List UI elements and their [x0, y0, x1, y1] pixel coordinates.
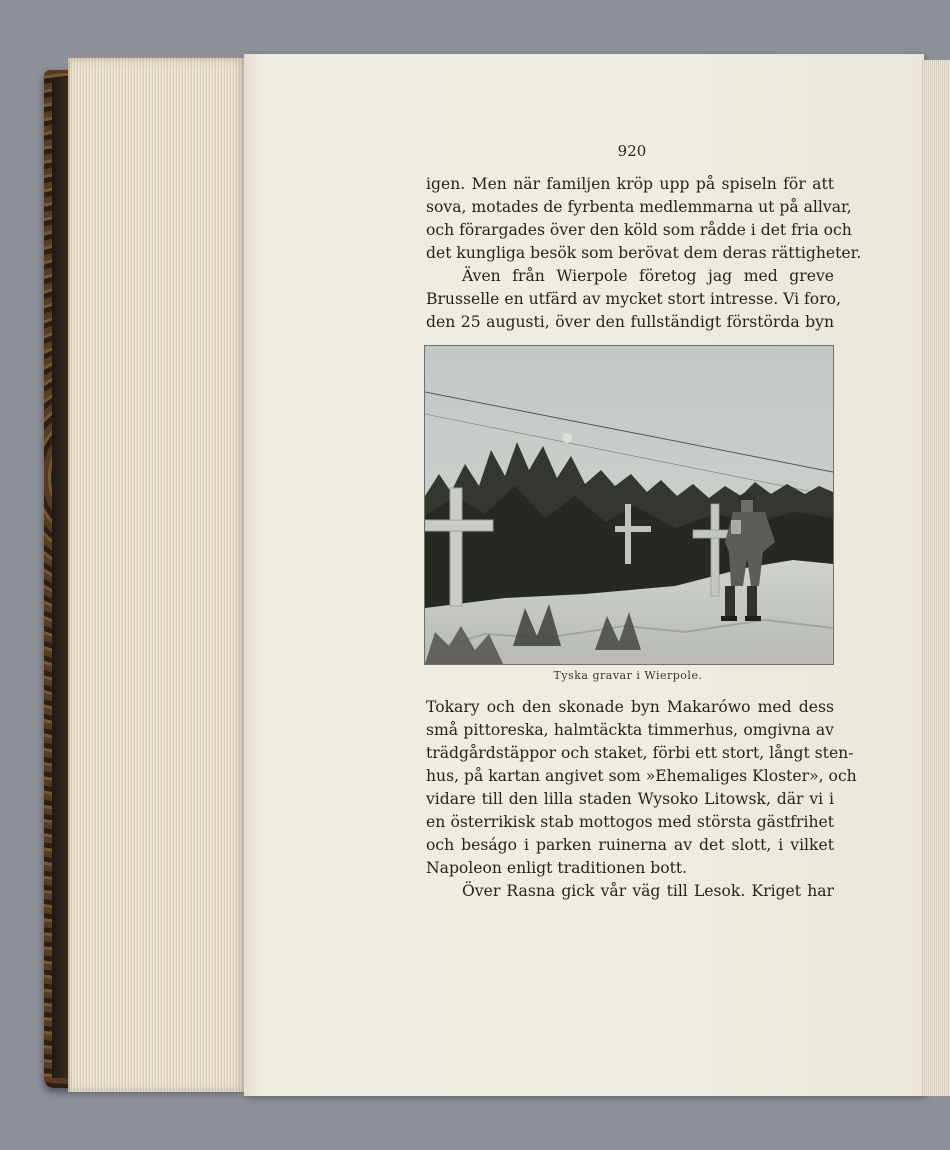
photograph-graves — [424, 345, 834, 665]
text-line: sova, motades de fyrbenta medlemmarna ut på allvar, — [426, 198, 852, 216]
text-line: trädgårdstäppor och staket, förbi ett stort, långt sten- — [426, 744, 854, 762]
photo-illustration — [425, 346, 833, 664]
page-number: 920 — [617, 142, 647, 160]
text-line: och förargades över den köld som rådde i det fria och — [426, 221, 852, 239]
text-block-bottom — [426, 696, 857, 903]
book-spine-edge — [52, 78, 68, 1078]
text-line: den 25 augusti, över den fullständigt förstörda byn — [426, 313, 834, 331]
page-stack-edge — [68, 58, 248, 1092]
text-line: igen. Men när familjen kröp upp på spiseln för att — [426, 175, 834, 193]
text-line: en österrikisk stab mottogos med största gästfrihet — [426, 813, 834, 831]
text-line: små pittoreska, halmtäckta timmerhus, omgivna av — [426, 721, 834, 739]
page-fore-edge — [922, 60, 950, 1096]
photo-caption: Tyska gravar i Wierpole. — [553, 669, 703, 682]
text-line: Tokary och den skonade byn Makarówo med dess — [426, 698, 834, 716]
text-line: Napoleon enligt traditionen bott. — [426, 859, 688, 877]
text-line: och beságo i parken ruinerna av det slott, i vilket — [426, 836, 834, 854]
text-line: Över Rasna gick vår väg till Lesok. Kriget har — [462, 882, 834, 900]
text-line: Även från Wierpole företog jag med greve — [462, 267, 834, 285]
text-line: vidare till den lilla staden Wysoko Litowsk, där vi i — [426, 790, 834, 808]
text-line: det kungliga besök som berövat dem deras rättigheter. — [426, 244, 862, 262]
text-line: Brusselle en utfärd av mycket stort intresse. Vi foro, — [426, 290, 841, 308]
text-block-top — [426, 173, 862, 334]
text-line: hus, på kartan angivet som »Ehemaliges Kloster», och — [426, 767, 857, 785]
